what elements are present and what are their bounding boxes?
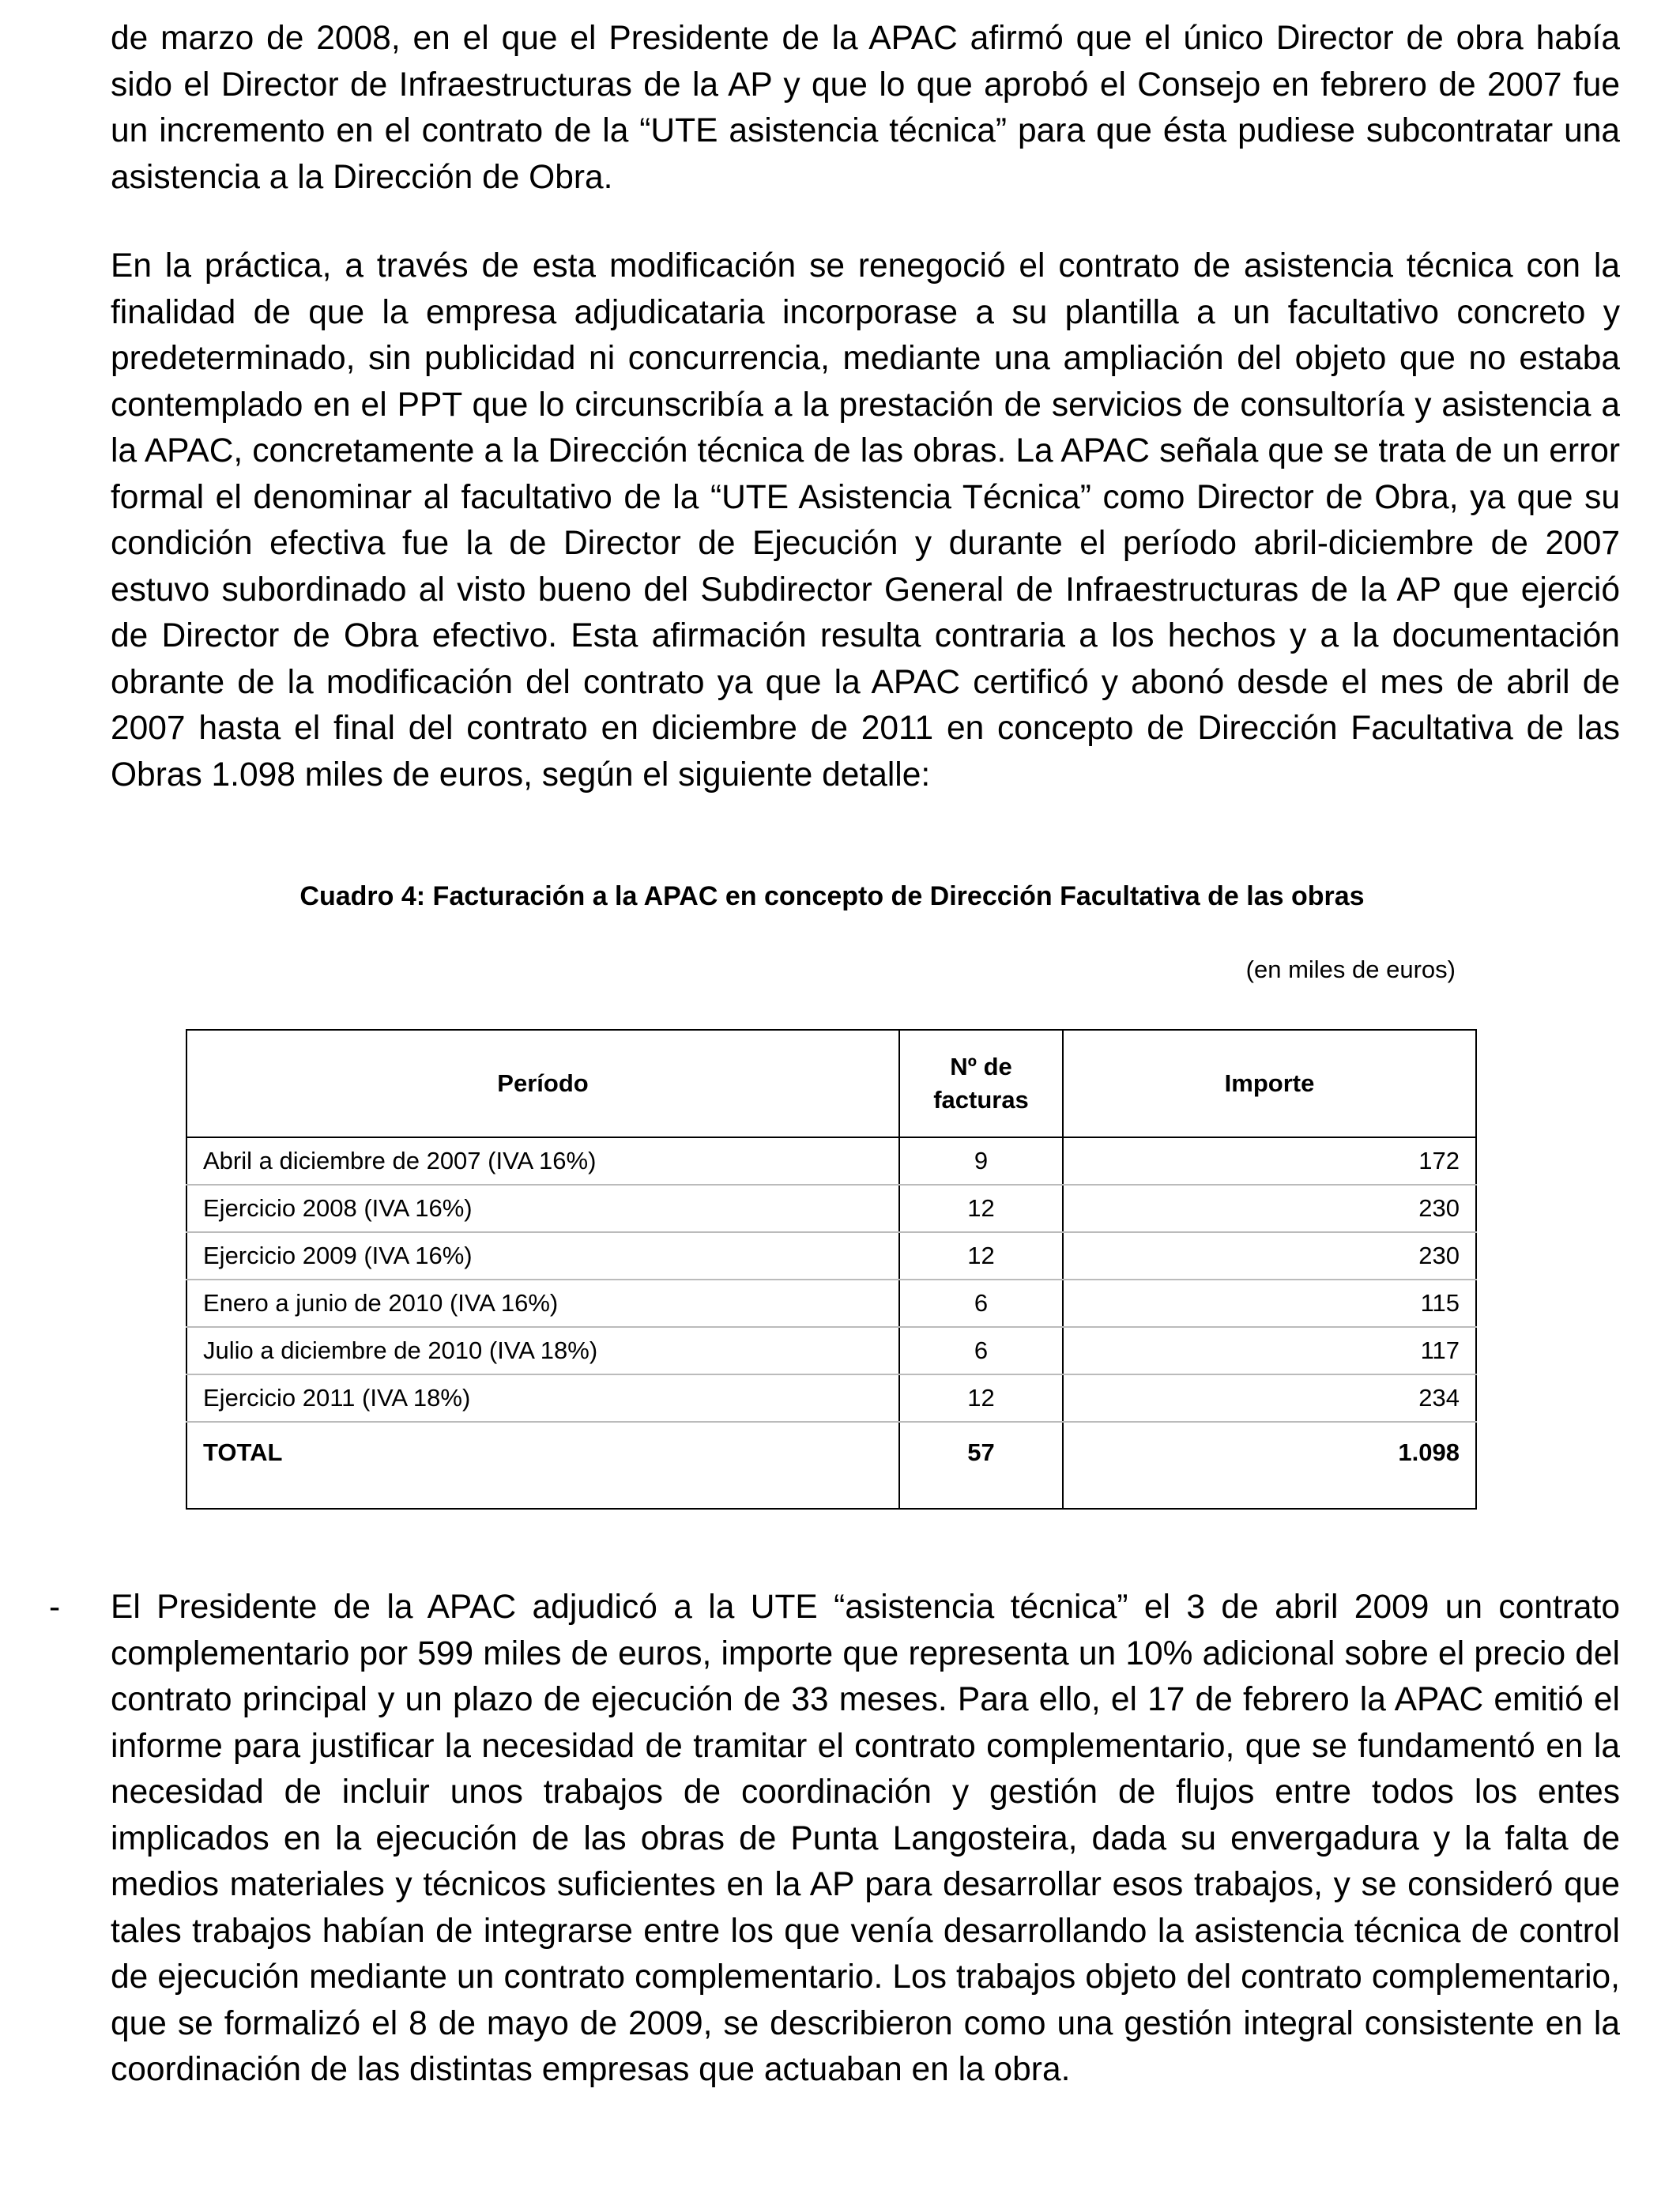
row-amount: 230 <box>1063 1185 1476 1232</box>
row-period: Enero a junio de 2010 (IVA 16%) <box>186 1280 899 1327</box>
row-period: Julio a diciembre de 2010 (IVA 18%) <box>186 1327 899 1374</box>
row-invoices: 9 <box>899 1137 1063 1185</box>
header-invoices <box>899 1030 1063 1137</box>
table-row <box>186 1185 1476 1232</box>
row-invoices: 12 <box>899 1374 1063 1422</box>
table-row <box>186 1327 1476 1374</box>
table-row <box>186 1374 1476 1422</box>
table-row <box>186 1232 1476 1280</box>
row-period: Ejercicio 2009 (IVA 16%) <box>186 1232 899 1280</box>
header-invoices-line1: Nº de <box>950 1053 1012 1080</box>
row-amount: 234 <box>1063 1374 1476 1422</box>
row-amount: 115 <box>1063 1280 1476 1327</box>
table-total-row <box>186 1422 1476 1509</box>
table-header-row <box>186 1030 1476 1137</box>
paragraph-practice: En la práctica, a través de esta modificación se renegoció el contrato de asistencia técnica con la finalidad de que la empresa adjudicataria incorporase a su plantilla a un facultativo concreto y predeterminado, sin publicidad ni concurrencia, mediante una ampliación del objeto que no estaba contemplado en el PPT que lo circunscribía a la prestación de servicios de consultoría y asistencia a la APAC, concretamente a la Dirección técnica de las obras. La APAC señala que se trata de un error formal el denominar al facultativo de la “UTE Asistencia Técnica” como Director de Obra, ya que su condición efectiva fue la de Director de Ejecución y durante el período abril-diciembre de 2007 estuvo subordinado al visto bueno del Subdirector General de Infraestructuras de la AP que ejerció de Director de Obra efectivo. Esta afirmación resulta contraria a los hechos y a la documentación obrante de la modificación del contrato ya que la APAC certificó y abonó desde el mes de abril de 2007 hasta el final del contrato en diciembre de 2011 en concepto de Dirección Facultativa de las Obras 1.098 miles de euros, según el siguiente detalle: <box>111 247 1620 794</box>
row-period: Abril a diciembre de 2007 (IVA 16%) <box>186 1137 899 1185</box>
row-invoices: 6 <box>899 1280 1063 1327</box>
table-caption: Cuadro 4: Facturación a la APAC en concepto de Dirección Facultativa de las obras <box>299 881 1365 911</box>
table-row <box>186 1280 1476 1327</box>
total-invoices: 57 <box>899 1422 1063 1509</box>
total-amount: 1.098 <box>1063 1422 1476 1509</box>
row-amount: 172 <box>1063 1137 1476 1185</box>
row-amount: 117 <box>1063 1327 1476 1374</box>
row-invoices: 12 <box>899 1185 1063 1232</box>
paragraph-intro: de marzo de 2008, en el que el Presidente de la APAC afirmó que el único Director de obra había sido el Director de Infraestructuras de la AP y que lo que aprobó el Consejo en febrero de 2007 fue un incremento en el contrato de la “UTE asistencia técnica” para que ésta pudiese subcontratar una asistencia a la Dirección de Obra. <box>111 20 1620 196</box>
header-invoices-line2: facturas <box>933 1086 1029 1114</box>
row-period: Ejercicio 2011 (IVA 18%) <box>186 1374 899 1422</box>
table-units: (en miles de euros) <box>1245 956 1456 983</box>
row-amount: 230 <box>1063 1232 1476 1280</box>
row-invoices: 12 <box>899 1232 1063 1280</box>
paragraph-complementary-contract: El Presidente de la APAC adjudicó a la UTE “asistencia técnica” el 3 de abril 2009 un contrato complementario por 599 miles de euros, importe que representa un 10% adicional sobre el precio del contrato principal y un plazo de ejecución de 33 meses. Para ello, el 17 de febrero la APAC emitió el informe para justificar la necesidad de tramitar el contrato complementario, que se fundamentó en la necesidad de incluir unos trabajos de coordinación y gestión de flujos entre todos los entes implicados en la ejecución de las obras de Punta Langosteira, dada su envergadura y la falta de medios materiales y técnicos suficientes en la AP para desarrollar esos trabajos, y se consideró que tales trabajos habían de integrarse entre los que venía desarrollando la asistencia técnica de control de ejecución mediante un contrato complementario. Los trabajos objeto del contrato complementario, que se formalizó el 8 de mayo de 2009, se describieron como una gestión integral consistente en la coordinación de las distintas empresas que actuaban en la obra. <box>111 1589 1620 2088</box>
table-row <box>186 1137 1476 1185</box>
list-bullet: - <box>49 1589 61 1626</box>
row-invoices: 6 <box>899 1327 1063 1374</box>
billing-table <box>186 1029 1477 1510</box>
row-period: Ejercicio 2008 (IVA 16%) <box>186 1185 899 1232</box>
header-amount: Importe <box>1063 1030 1476 1137</box>
header-period: Período <box>186 1030 899 1137</box>
total-label: TOTAL <box>186 1422 899 1509</box>
